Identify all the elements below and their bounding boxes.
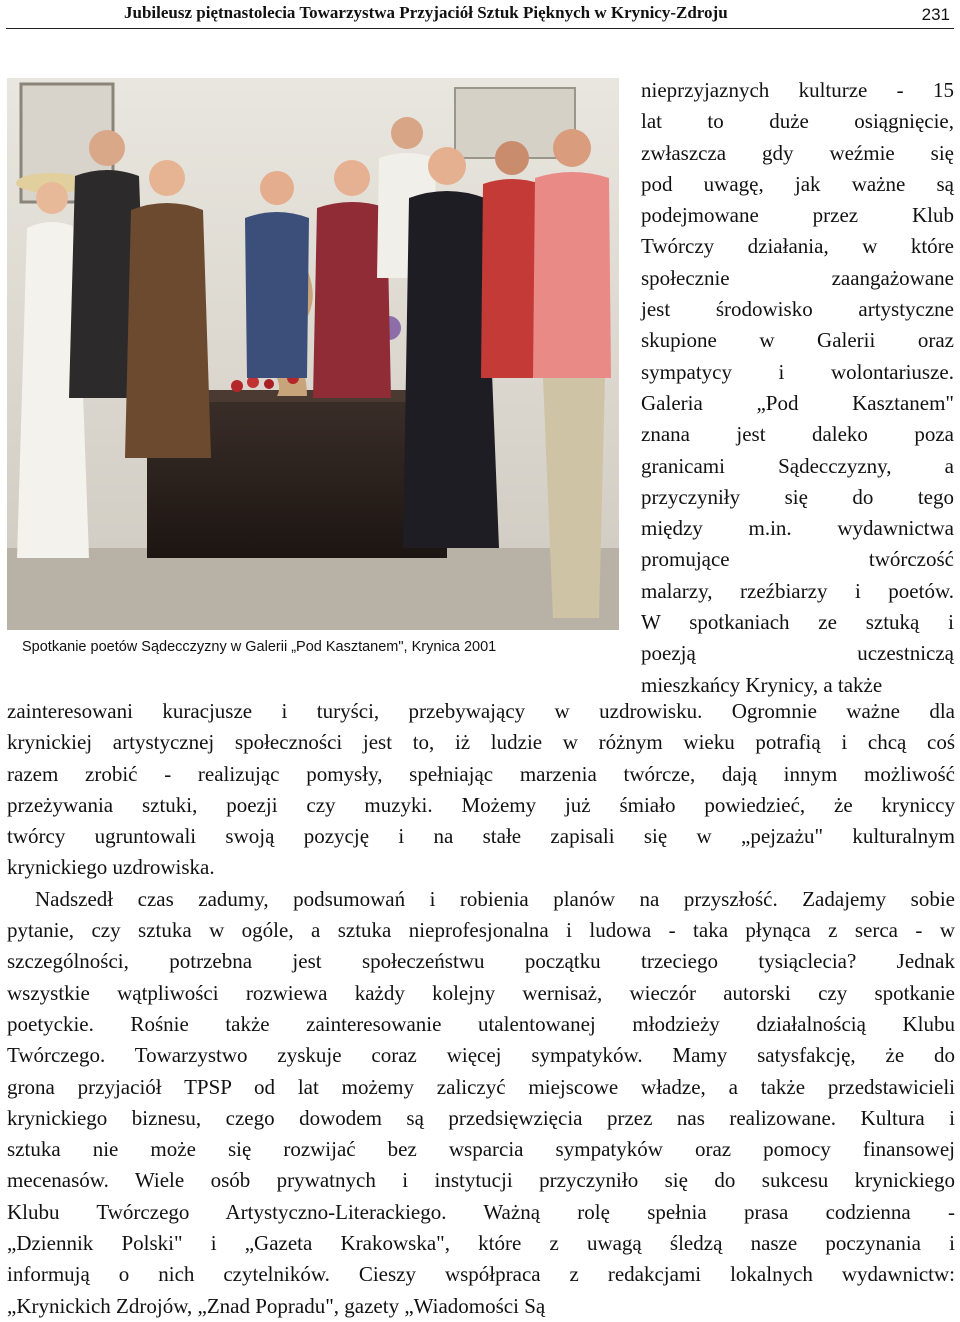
body-text-line: wszystkie wątpliwości rozwiewa każdy kolejny wernisaż, wieczór autorski czy spotkanie: [7, 980, 955, 1005]
side-column-line: malarzy, rzeźbiarzy i poetów.: [641, 578, 954, 603]
body-text-line: grona przyjaciół TPSP od lat możemy zaliczyć miejscowe władze, a także przedstawicieli: [7, 1074, 955, 1099]
body-text-line: razem zrobić - realizując pomysły, spełniając marzenia twórcze, dają innym możliwość: [7, 761, 955, 786]
group-photo-illustration: [7, 78, 619, 630]
body-text-line: krynickiego uzdrowiska.: [7, 855, 215, 880]
side-column-line: Galeria „Pod Kasztanem": [641, 390, 954, 415]
body-text-line: poetyckie. Rośnie także zainteresowanie utalentowanej młodzieży działalnością Klubu: [7, 1011, 955, 1036]
side-column-line: podejmowane przez Klub: [641, 203, 954, 228]
side-column-line: W spotkaniach ze sztuką i: [641, 610, 954, 635]
body-text-line: przeżywania sztuki, poezji czy muzyki. Możemy już śmiało powiedzieć, że kryniccy: [7, 792, 955, 817]
body-text-line: krynickiego biznesu, czego dowodem są przedsięwzięcia przez nas realizowane. Kultura i: [7, 1105, 955, 1130]
body-text-line: Twórczego. Towarzystwo zyskuje coraz więcej sympatyków. Mamy satysfakcję, że do: [7, 1043, 955, 1068]
figure-caption: Spotkanie poetów Sądecczyzny w Galerii „Pod Kasztanem", Krynica 2001: [22, 639, 497, 655]
side-column-line: znana jest daleko poza: [641, 422, 954, 447]
side-column-line: poezją uczestniczą: [641, 641, 954, 666]
side-column-text: [641, 75, 954, 701]
side-column-line: zwłaszcza gdy weźmie się: [641, 140, 954, 165]
main-body-text: [7, 696, 955, 1322]
side-column-line: lat to duże osiągnięcie,: [641, 109, 954, 134]
side-column-line: sympatycy i wolontariusze.: [641, 359, 954, 384]
body-text-line: mecenasów. Wiele osób prywatnych i instytucji przyczyniło się do sukcesu krynickiego: [7, 1168, 955, 1193]
side-column-line: Twórczy działania, w które: [641, 234, 954, 259]
side-column-line: między m.in. wydawnictwa: [641, 516, 954, 541]
body-text-line: twórcy ugruntowali swoją pozycję i na stałe zapisali się w „pejzażu" kulturalnym: [7, 824, 955, 849]
side-column-line: społecznie zaangażowane: [641, 265, 954, 290]
side-column-line: pod uwagę, jak ważne są: [641, 171, 954, 196]
running-title: Jubileusz piętnastolecia Towarzystwa Przyjaciół Sztuk Pięknych w Krynicy-Zdroju: [124, 3, 728, 22]
body-text-line: „Krynickich Zdrojów, „Znad Popradu", gazety „Wiadomości Są: [7, 1293, 546, 1318]
side-column-line: nieprzyjaznych kulturze - 15: [641, 78, 954, 102]
body-text-line: Nadszedł czas zadumy, podsumowań i robienia planów na przyszłość. Zadajemy sobie: [35, 886, 955, 911]
side-column-line: granicami Sądecczyzny, a: [641, 453, 954, 478]
side-column-line: przyczyniły się do tego: [641, 484, 954, 509]
side-column-line: skupione w Galerii oraz: [641, 328, 954, 353]
body-text-line: „Dziennik Polski" i „Gazeta Krakowska", które z uwagą śledzą nasze poczynania i: [7, 1231, 955, 1256]
side-column-line: jest środowisko artystyczne: [641, 297, 954, 322]
body-text-line: sztuka nie może się rozwijać bez wsparcia sympatyków oraz pomocy finansowej: [7, 1137, 955, 1162]
page-number: 231: [921, 5, 950, 24]
group-photo: [7, 78, 619, 630]
body-text-line: krynickiej artystycznej społeczności jest to, iż ludzie w różnym wieku potrafią i chcą coś: [7, 730, 955, 755]
body-text-line: Klubu Twórczego Artystyczno-Literackiego. Ważną rolę spełnia prasa codzienna -: [7, 1199, 955, 1224]
side-column-line: promujące twórczość: [641, 547, 954, 572]
side-column-line: mieszkańcy Krynicy, a także: [641, 672, 883, 697]
running-header: [6, 0, 954, 29]
body-text-line: szczególności, potrzebna jest społeczeństwu początku trzeciego tysiąclecia? Jednak: [7, 949, 955, 974]
body-text-line: zainteresowani kuracjusze i turyści, przebywający w uzdrowisku. Ogromnie ważne dla: [7, 699, 955, 723]
body-text-line: informują o nich czytelników. Cieszy współpraca z redakcjami lokalnych wydawnictw:: [7, 1262, 955, 1287]
body-text-line: pytanie, czy sztuka w ogóle, a sztuka nieprofesjonalna i ludowa - taka płynąca z serca - w: [7, 918, 955, 943]
